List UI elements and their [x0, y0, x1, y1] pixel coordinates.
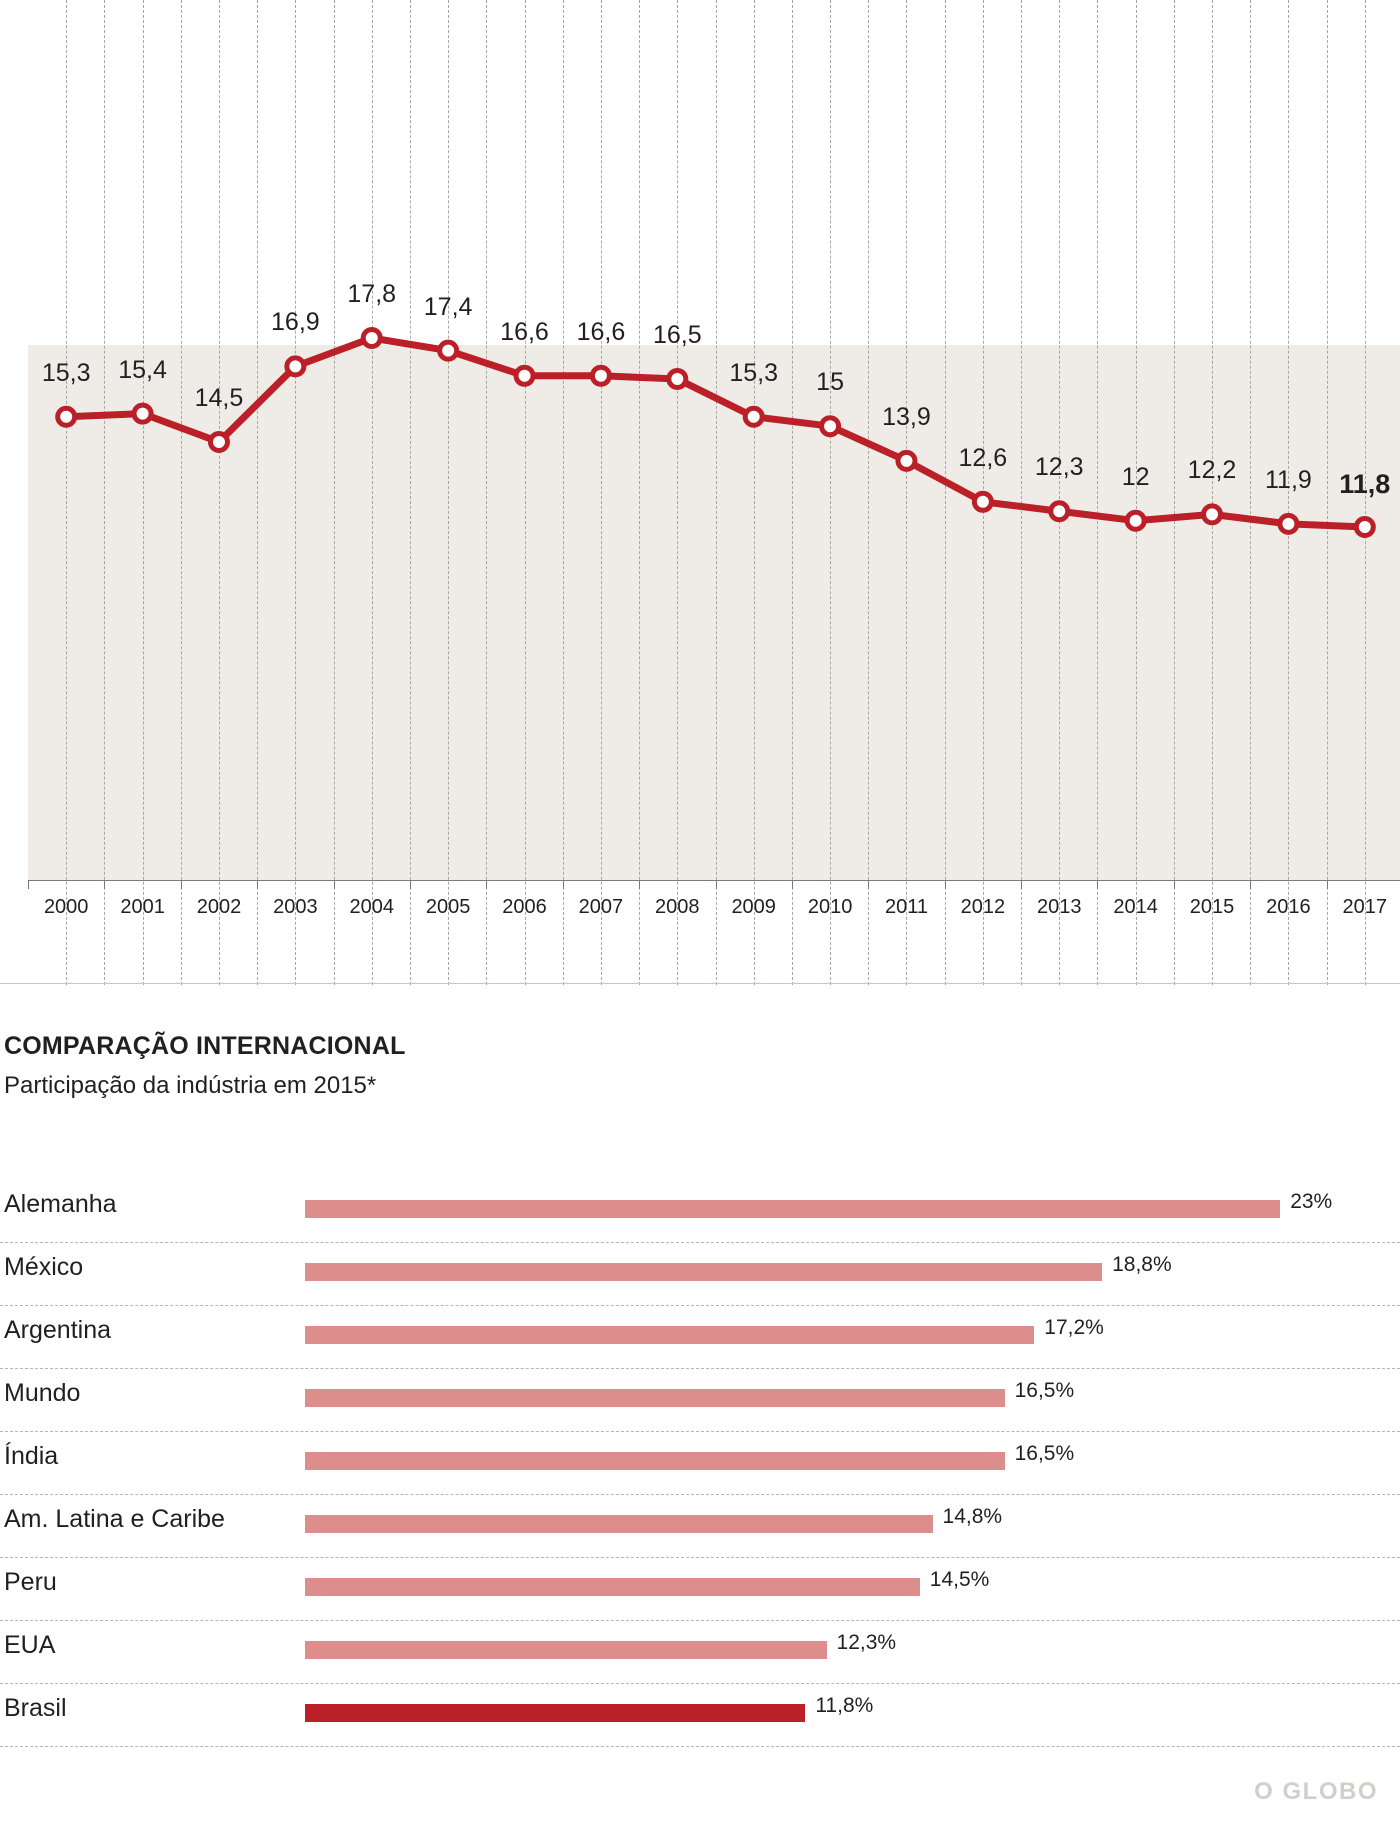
x-axis-label: 2001	[120, 896, 165, 918]
x-axis-label: 2007	[578, 896, 624, 918]
section-divider	[0, 983, 1400, 984]
x-axis-label: 2017	[1342, 896, 1388, 918]
data-point	[363, 330, 380, 347]
x-axis-tick	[792, 880, 793, 889]
x-axis-label: 2011	[884, 896, 928, 918]
x-axis-tick	[104, 880, 105, 889]
x-axis-tick	[868, 880, 869, 889]
data-point	[1204, 506, 1221, 523]
bar-track	[305, 1200, 1365, 1218]
x-axis-label: 2008	[655, 896, 700, 918]
x-axis-tick	[410, 880, 411, 889]
bar-fill	[305, 1578, 920, 1596]
x-axis-label: 2014	[1113, 896, 1158, 918]
data-point-label: 17,4	[423, 292, 473, 321]
bar-value-label: 14,5%	[929, 1568, 990, 1591]
bar-category-label: Peru	[4, 1568, 57, 1596]
bar-category-label: Mundo	[4, 1379, 81, 1407]
data-point	[516, 367, 533, 384]
data-point-label: 15	[816, 368, 844, 397]
data-point	[1127, 512, 1144, 529]
data-point	[745, 408, 762, 425]
x-axis-tick	[945, 880, 946, 889]
publisher-logo: O GLOBO	[1254, 1778, 1378, 1805]
bar-value-label: 23%	[1290, 1190, 1333, 1213]
bar-track	[305, 1389, 1365, 1407]
x-axis-tick	[563, 880, 564, 889]
data-point-label: 16,5	[652, 320, 702, 349]
data-point	[210, 433, 227, 450]
x-axis-label: 2002	[196, 896, 242, 918]
bar-category-label: México	[4, 1253, 84, 1281]
bar-fill	[305, 1389, 1005, 1407]
data-point-label: 11,8	[1339, 469, 1391, 499]
bar-fill	[305, 1263, 1102, 1281]
data-point-label: 12,6	[958, 443, 1008, 472]
x-axis-tick	[181, 880, 182, 889]
x-axis-label: 2006	[502, 896, 547, 918]
data-point	[1051, 503, 1068, 520]
x-axis-tick	[1250, 880, 1251, 889]
data-point	[440, 342, 457, 359]
data-point-label: 16,9	[271, 308, 320, 337]
bar-category-label: EUA	[4, 1631, 56, 1659]
x-axis-tick	[1021, 880, 1022, 889]
data-point-label: 12	[1121, 462, 1150, 491]
bar-fill	[305, 1200, 1280, 1218]
x-axis-tick	[28, 880, 29, 889]
bar-category-label: Am. Latina e Caribe	[4, 1505, 225, 1533]
data-point-label: 13,9	[882, 402, 931, 431]
x-axis-label: 2010	[807, 896, 853, 918]
bar-value-label: 11,8%	[815, 1694, 874, 1717]
bar-row	[0, 1621, 1400, 1684]
x-axis-label: 2004	[349, 896, 394, 918]
data-point	[974, 493, 991, 510]
data-point	[134, 405, 151, 422]
data-point-label: 15,4	[118, 355, 167, 384]
bar-row	[0, 1369, 1400, 1432]
bar-row	[0, 1558, 1400, 1621]
bar-track	[305, 1515, 1365, 1533]
data-point	[822, 418, 839, 435]
bar-row	[0, 1495, 1400, 1558]
data-point	[669, 370, 686, 387]
bar-category-label: Alemanha	[4, 1190, 117, 1218]
data-point-label: 17,8	[347, 280, 397, 308]
bar-row	[0, 1432, 1400, 1495]
bar-row	[0, 1243, 1400, 1306]
bar-value-label: 17,2%	[1044, 1316, 1104, 1339]
data-point-label: 12,2	[1187, 456, 1237, 485]
x-axis-label: 2015	[1189, 896, 1235, 918]
data-point	[58, 408, 75, 425]
data-point-label: 16,6	[500, 317, 549, 346]
data-point-label: 16,6	[576, 317, 626, 346]
x-axis-label: 2013	[1037, 896, 1082, 918]
bar-row	[0, 1180, 1400, 1243]
bar-value-label: 12,3%	[836, 1631, 897, 1654]
bar-value-label: 16,5%	[1014, 1442, 1075, 1465]
x-axis-tick	[1174, 880, 1175, 889]
bar-row	[0, 1684, 1400, 1747]
data-point	[592, 367, 609, 384]
x-axis-label: 2012	[960, 896, 1006, 918]
bar-track	[305, 1578, 1365, 1596]
bar-fill	[305, 1515, 933, 1533]
x-axis-label: 2005	[425, 896, 471, 918]
bar-fill	[305, 1641, 827, 1659]
data-point	[1356, 519, 1373, 536]
bar-track	[305, 1641, 1365, 1659]
bar-value-label: 16,5%	[1014, 1379, 1075, 1402]
x-axis-tick	[1097, 880, 1098, 889]
x-axis-label: 2009	[731, 896, 776, 918]
bar-track	[305, 1263, 1365, 1281]
data-point	[1280, 515, 1297, 532]
bar-row	[0, 1306, 1400, 1369]
bar-track	[305, 1452, 1365, 1470]
x-axis-label: 2000	[43, 896, 89, 918]
x-axis-tick	[486, 880, 487, 889]
x-axis-tick	[639, 880, 640, 889]
data-point-label: 12,3	[1034, 453, 1084, 482]
data-point-label: 14,5	[194, 383, 244, 412]
bar-chart-subtitle: Participação da indústria em 2015*	[4, 1072, 377, 1099]
data-point-label: 15,3	[41, 358, 91, 387]
x-axis-label: 2016	[1266, 896, 1311, 918]
bar-fill	[305, 1704, 805, 1722]
bar-track	[305, 1326, 1365, 1344]
bar-category-label: Argentina	[4, 1316, 112, 1344]
x-axis-tick	[1327, 880, 1328, 889]
x-axis-tick	[334, 880, 335, 889]
bar-rows	[0, 1180, 1400, 1747]
bar-fill	[305, 1326, 1034, 1344]
x-axis-label: 2003	[273, 896, 318, 918]
x-axis-tick	[257, 880, 258, 889]
x-axis-tick	[716, 880, 717, 889]
bar-chart-title: COMPARAÇÃO INTERNACIONAL	[4, 1032, 406, 1060]
bar-category-label: Índia	[4, 1442, 59, 1470]
bar-fill	[305, 1452, 1005, 1470]
data-point	[898, 452, 915, 469]
data-point-label: 11,9	[1265, 465, 1312, 494]
x-axis-line	[28, 880, 1400, 881]
bar-value-label: 14,8%	[942, 1505, 1003, 1528]
data-point-label: 15,3	[729, 358, 779, 387]
data-point	[287, 358, 304, 375]
bar-category-label: Brasil	[4, 1694, 67, 1722]
bar-value-label: 18,8%	[1112, 1253, 1172, 1276]
